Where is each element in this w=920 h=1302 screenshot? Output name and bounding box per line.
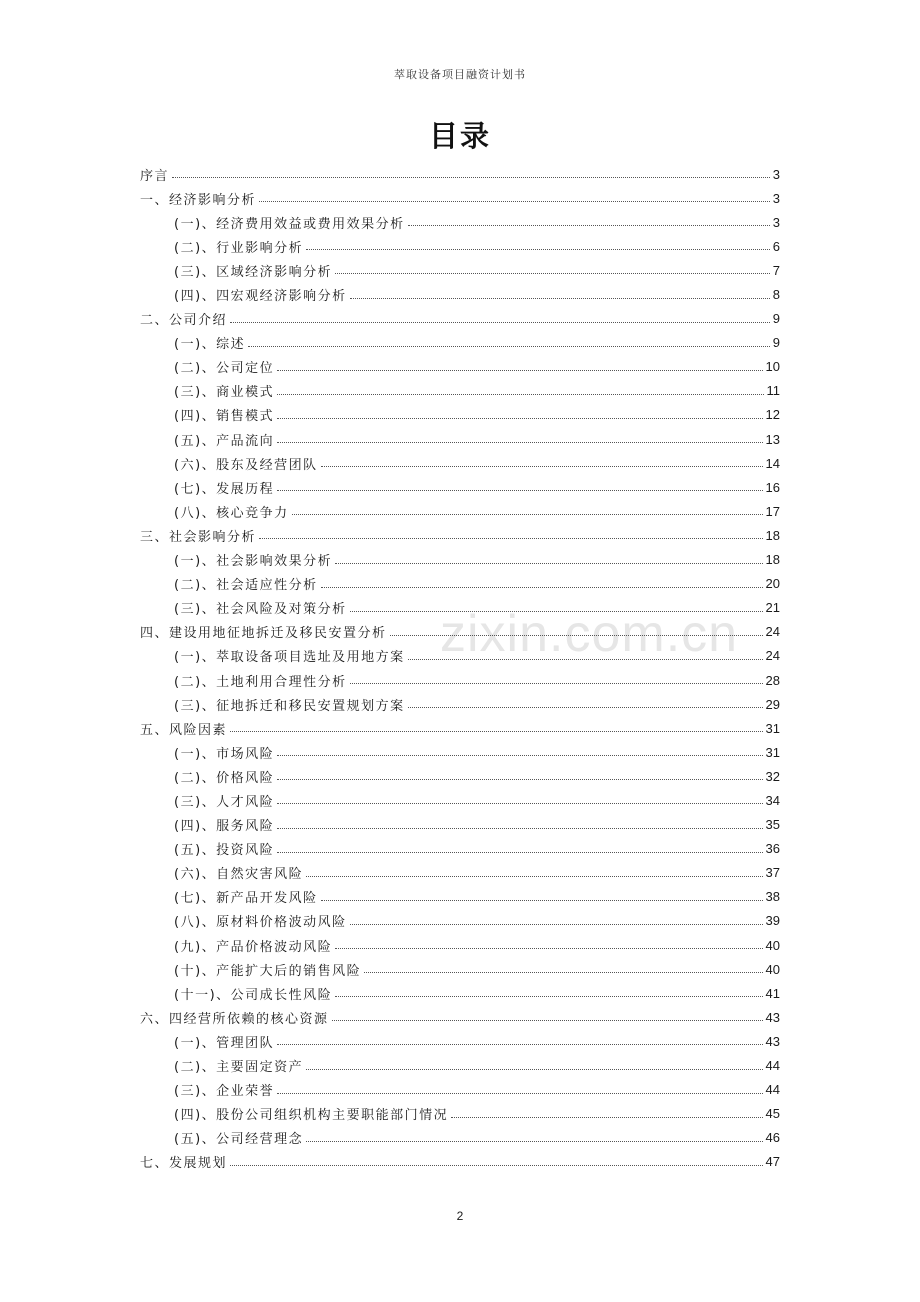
toc-entry-label: (七)、发展历程 <box>174 481 275 497</box>
dot-leader <box>321 465 763 467</box>
toc-subentry[interactable] <box>140 1126 780 1150</box>
dot-leader <box>408 224 770 226</box>
dot-leader <box>306 248 770 250</box>
toc-entry-page: 45 <box>765 1106 780 1122</box>
toc-entry[interactable] <box>140 162 780 186</box>
toc-entry-label: (三)、征地拆迁和移民安置规划方案 <box>174 698 405 714</box>
dot-leader <box>277 778 762 780</box>
toc-subentry[interactable] <box>140 355 780 379</box>
dot-leader <box>350 610 763 612</box>
dot-leader <box>364 971 762 973</box>
dot-leader <box>277 369 762 371</box>
dot-leader <box>172 176 770 178</box>
toc-entry-label: 二、公司介绍 <box>140 313 228 329</box>
toc-entry-page: 28 <box>765 672 780 688</box>
page-number: 2 <box>456 1209 464 1223</box>
toc-entry-label: 六、四经营所依赖的核心资源 <box>140 1011 329 1027</box>
toc-entry-page: 17 <box>765 503 780 519</box>
toc-entry-page: 8 <box>772 287 780 303</box>
toc-subentry[interactable] <box>140 1102 780 1126</box>
toc-entry-label: 五、风险因素 <box>140 722 228 738</box>
toc-subentry[interactable] <box>140 331 780 355</box>
toc-entry-label: (一)、市场风险 <box>174 746 275 762</box>
toc-entry-label: 一、经济影响分析 <box>140 192 257 208</box>
dot-leader <box>259 200 770 202</box>
toc-entry-label: (二)、主要固定资产 <box>174 1060 304 1076</box>
toc-entry-label: (七)、新产品开发风险 <box>174 891 318 907</box>
dot-leader <box>230 730 763 732</box>
dot-leader <box>306 1068 762 1070</box>
toc-entry-page: 29 <box>765 696 780 712</box>
dot-leader <box>335 272 770 274</box>
toc-entry-label: (四)、服务风险 <box>174 819 275 835</box>
dot-leader <box>350 923 763 925</box>
toc-entry-page: 43 <box>765 1033 780 1049</box>
toc-subentry[interactable] <box>140 499 780 523</box>
toc-entry-page: 46 <box>765 1130 780 1146</box>
dot-leader <box>332 1019 763 1021</box>
toc-subentry[interactable] <box>140 740 780 764</box>
toc-subentry[interactable] <box>140 813 780 837</box>
toc-entry-page: 31 <box>765 744 780 760</box>
toc-subentry[interactable] <box>140 788 780 812</box>
toc-entry-page: 41 <box>765 985 780 1001</box>
toc-entry-page: 34 <box>765 792 780 808</box>
toc-entry-page: 6 <box>772 238 780 254</box>
dot-leader <box>306 1140 762 1142</box>
toc-entry-label: 序言 <box>140 168 170 184</box>
toc-entry-label: (一)、经济费用效益或费用效果分析 <box>174 216 405 232</box>
toc-entry-label: 四、建设用地征地拆迁及移民安置分析 <box>140 626 387 642</box>
dot-leader <box>277 827 762 829</box>
toc-subentry[interactable] <box>140 427 780 451</box>
dot-leader <box>277 754 762 756</box>
toc-entry-label: (二)、社会适应性分析 <box>174 578 318 594</box>
toc-entry-page: 11 <box>766 383 780 399</box>
toc-entry-page: 7 <box>772 262 780 278</box>
toc-entry-page: 31 <box>765 720 780 736</box>
toc-entry-label: (二)、公司定位 <box>174 361 275 377</box>
toc-subentry[interactable] <box>140 234 780 258</box>
toc-entry-page: 13 <box>765 431 780 447</box>
page-title: 目录 <box>428 119 491 153</box>
toc-entry-label: (五)、公司经营理念 <box>174 1132 304 1148</box>
dot-leader <box>277 1043 762 1045</box>
dot-leader <box>306 875 762 877</box>
dot-leader <box>350 682 763 684</box>
toc-entry-label: (三)、人才风险 <box>174 794 275 810</box>
toc-entry-label: (四)、四宏观经济影响分析 <box>174 289 347 305</box>
toc-entry-page: 9 <box>772 311 780 327</box>
toc-entry-label: (九)、产品价格波动风险 <box>174 939 333 955</box>
toc-subentry[interactable] <box>140 1053 780 1077</box>
toc-subentry[interactable] <box>140 548 780 572</box>
toc-entry-page: 12 <box>765 407 780 423</box>
toc-entry-page: 14 <box>765 455 780 471</box>
dot-leader <box>390 634 763 636</box>
toc-entry-label: (六)、自然灾害风险 <box>174 867 304 883</box>
toc-entry-label: (八)、核心竞争力 <box>174 505 289 521</box>
toc-entry-page: 18 <box>765 552 780 568</box>
toc-subentry[interactable] <box>140 692 780 716</box>
toc-entry-page: 3 <box>772 214 780 230</box>
toc-subentry[interactable] <box>140 1029 780 1053</box>
toc-entry-page: 21 <box>765 600 780 616</box>
toc-entry-page: 24 <box>765 648 780 664</box>
toc-entry-page: 40 <box>765 961 780 977</box>
toc-entry-page: 36 <box>765 841 780 857</box>
dot-leader <box>335 562 762 564</box>
dot-leader <box>277 1092 762 1094</box>
toc-subentry[interactable] <box>140 957 780 981</box>
toc-subentry[interactable] <box>140 885 780 909</box>
toc-entry[interactable] <box>140 1005 780 1029</box>
toc-entry-label: (一)、萃取设备项目选址及用地方案 <box>174 650 405 666</box>
toc-entry-page: 3 <box>772 190 780 206</box>
dot-leader <box>277 441 762 443</box>
toc-entry[interactable] <box>140 620 780 644</box>
toc-entry-label: (三)、区域经济影响分析 <box>174 264 333 280</box>
toc-entry-label: (一)、社会影响效果分析 <box>174 554 333 570</box>
dot-leader <box>408 658 763 660</box>
toc-entry-label: (二)、土地利用合理性分析 <box>174 674 347 690</box>
toc-entry-page: 40 <box>765 937 780 953</box>
dot-leader <box>248 345 770 347</box>
dot-leader <box>259 537 763 539</box>
toc-entry-label: 七、发展规划 <box>140 1156 228 1172</box>
toc-subentry[interactable] <box>140 981 780 1005</box>
toc-subentry[interactable] <box>140 403 780 427</box>
toc-subentry[interactable] <box>140 210 780 234</box>
toc-subentry[interactable] <box>140 861 780 885</box>
toc-entry-label: (四)、股份公司组织机构主要职能部门情况 <box>174 1108 449 1124</box>
toc-subentry[interactable] <box>140 451 780 475</box>
toc-entry[interactable] <box>140 523 780 547</box>
toc-entry-label: (十一)、公司成长性风险 <box>174 987 333 1003</box>
toc-entry-page: 39 <box>765 913 780 929</box>
dot-leader <box>321 586 763 588</box>
toc-subentry[interactable] <box>140 282 780 306</box>
toc-subentry[interactable] <box>140 764 780 788</box>
toc-subentry[interactable] <box>140 475 780 499</box>
toc-subentry[interactable] <box>140 909 780 933</box>
toc-subentry[interactable] <box>140 837 780 861</box>
toc-entry-label: (二)、价格风险 <box>174 770 275 786</box>
toc-entry[interactable] <box>140 186 780 210</box>
toc-entry-page: 38 <box>765 889 780 905</box>
dot-leader <box>277 393 763 395</box>
dot-leader <box>451 1116 762 1118</box>
toc-entry-label: (三)、社会风险及对策分析 <box>174 602 347 618</box>
running-header: 萃取设备项目融资计划书 <box>394 68 526 81</box>
toc-subentry[interactable] <box>140 668 780 692</box>
toc-entry-page: 44 <box>765 1058 780 1074</box>
toc-entry-page: 37 <box>765 865 780 881</box>
dot-leader <box>335 995 762 997</box>
toc-subentry[interactable] <box>140 1078 780 1102</box>
toc-entry-label: (四)、销售模式 <box>174 409 275 425</box>
toc-entry-label: (十)、产能扩大后的销售风险 <box>174 963 362 979</box>
dot-leader <box>277 417 762 419</box>
toc-entry-label: (五)、产品流向 <box>174 433 275 449</box>
dot-leader <box>230 321 770 323</box>
watermark: zixin.com.cn <box>440 605 739 663</box>
toc-subentry[interactable] <box>140 258 780 282</box>
toc-entry-page: 3 <box>772 166 780 182</box>
toc-entry-label: (五)、投资风险 <box>174 843 275 859</box>
toc-entry-label: (二)、行业影响分析 <box>174 240 304 256</box>
toc-entry[interactable] <box>140 716 780 740</box>
dot-leader <box>321 899 763 901</box>
toc-entry-page: 43 <box>765 1009 780 1025</box>
toc-subentry[interactable] <box>140 644 780 668</box>
toc-subentry[interactable] <box>140 933 780 957</box>
dot-leader <box>230 1164 763 1166</box>
toc-entry-page: 9 <box>772 335 780 351</box>
toc-entry-label: 三、社会影响分析 <box>140 529 257 545</box>
toc-entry-page: 24 <box>765 624 780 640</box>
toc-entry-label: (八)、原材料价格波动风险 <box>174 915 347 931</box>
toc-entry-label: (一)、综述 <box>174 337 246 353</box>
dot-leader <box>277 489 762 491</box>
toc-entry-label: (六)、股东及经营团队 <box>174 457 318 473</box>
toc-entry-page: 18 <box>765 527 780 543</box>
dot-leader <box>408 706 763 708</box>
toc-entry-label: (三)、商业模式 <box>174 385 275 401</box>
toc-entry[interactable] <box>140 1150 780 1174</box>
toc-entry-page: 44 <box>765 1082 780 1098</box>
dot-leader <box>277 851 762 853</box>
toc-entry-page: 10 <box>765 359 780 375</box>
toc-entry-label: (一)、管理团队 <box>174 1035 275 1051</box>
dot-leader <box>292 513 763 515</box>
toc-entry-page: 20 <box>765 576 780 592</box>
toc-subentry[interactable] <box>140 596 780 620</box>
table-of-contents <box>140 162 780 1174</box>
toc-entry-page: 35 <box>765 817 780 833</box>
dot-leader <box>335 947 762 949</box>
toc-entry-page: 47 <box>765 1154 780 1170</box>
toc-entry-label: (三)、企业荣誉 <box>174 1084 275 1100</box>
dot-leader <box>277 802 762 804</box>
toc-subentry[interactable] <box>140 379 780 403</box>
toc-subentry[interactable] <box>140 572 780 596</box>
toc-entry-page: 16 <box>765 479 780 495</box>
dot-leader <box>350 297 770 299</box>
toc-entry-page: 32 <box>765 768 780 784</box>
toc-entry[interactable] <box>140 307 780 331</box>
